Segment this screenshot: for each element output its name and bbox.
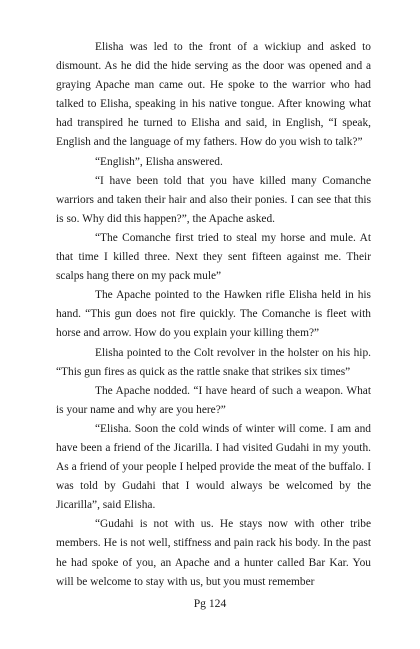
paragraph: “The Comanche first tried to steal my horse and mule. At that time I killed three. Next they sent fifteen against me. Their scalps hang there on my pack mule” xyxy=(56,231,371,283)
paragraph: Elisha pointed to the Colt revolver in the holster on his hip. “This gun fires as quick as the rattle snake that strikes six times” xyxy=(56,346,371,378)
paragraph: “Gudahi is not with us. He stays now with other tribe members. He is not well, stiffness and pain rack his body. In the past he had spoke of you, an Apache and a hunter called Bar Kar. You will be welcome to stay with us, but you must remember xyxy=(56,518,371,588)
paragraph: “I have been told that you have killed many Comanche warriors and taken their hair and also their ponies. I can see that this is so. Why did this happen?”, the Apache asked. xyxy=(56,174,371,225)
body-text xyxy=(56,38,371,592)
paragraph: The Apache pointed to the Hawken rifle Elisha held in his hand. “This gun does not fire quickly. The Comanche is fleet with horse and arrow. How do you explain your killing them?” xyxy=(56,289,371,340)
paragraph: “Elisha. Soon the cold winds of winter will come. I am and have been a friend of the Jicarilla. I had visited Gudahi in my youth. As a friend of your people I helped provide the meat of the buffalo. I was told by Gudahi that I would always be welcomed by the Jicarilla”, said Elisha. xyxy=(56,422,371,512)
paragraph: “English”, Elisha answered. xyxy=(95,155,223,168)
paragraph: The Apache nodded. “I have heard of such a weapon. What is your name and why are you here?” xyxy=(56,384,371,416)
page-number: Pg 124 xyxy=(193,597,227,610)
paragraph: Elisha was led to the front of a wickiup and asked to dismount. As he did the hide serving as the door was opened and a graying Apache man came out. He spoke to the warrior who had talked to Elisha, speaking in his native tongue. After knowing what had transpired he turned to Elisha and said, in English, “I speak, English and the language of my fathers. How do you wish to talk?” xyxy=(56,41,371,149)
